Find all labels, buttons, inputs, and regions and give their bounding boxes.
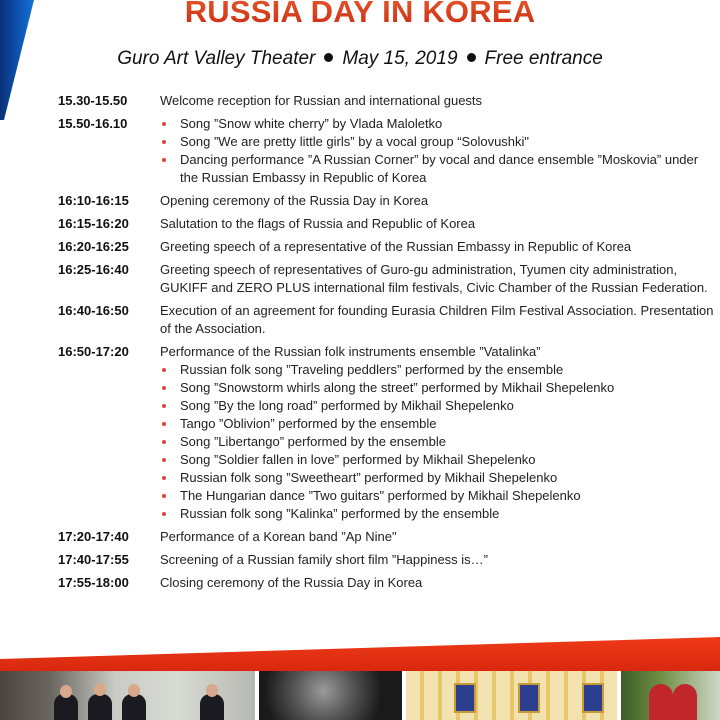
performance-text: Song ”Libertango” performed by the ensemble <box>180 434 446 449</box>
performance-text: Tango ”Oblivion” performed by the ensemble <box>180 416 437 431</box>
schedule-description <box>160 192 718 210</box>
admission: Free entrance <box>484 48 603 69</box>
schedule-time: 16:15-16:20 <box>58 216 129 231</box>
bullet-icon <box>162 158 166 162</box>
separator-dot-icon <box>467 53 476 62</box>
photo-strip <box>0 671 720 720</box>
bullet-icon <box>162 422 166 426</box>
schedule-item-text: Screening of a Russian family short film ”Happiness is…” <box>160 552 489 567</box>
performance-list-item <box>160 451 718 469</box>
schedule-item-text: Greeting speech of representatives of Guro-gu administration, Tyumen city administration, GUKIFF and ZERO PLUS international film festivals, Civic Chamber of the Russian Federation. <box>160 262 708 295</box>
schedule-row <box>58 302 718 338</box>
schedule-time: 15.50-16.10 <box>58 116 128 131</box>
schedule-row <box>58 115 718 187</box>
schedule-item-text: Opening ceremony of the Russia Day in Korea <box>160 193 429 208</box>
performance-text: Dancing performance ”A Russian Corner” by vocal and dance ensemble ”Moskovia” under the Russian Embassy in Republic of Korea <box>180 152 699 185</box>
schedule-time: 15.30-15.50 <box>58 93 128 108</box>
bullet-icon <box>162 512 166 516</box>
bullet-icon <box>162 440 166 444</box>
performance-text: Song ”We are pretty little girls” by a vocal group “Solovushki" <box>180 134 530 149</box>
performance-text: Russian folk song ”Traveling peddlers” performed by the ensemble <box>180 362 564 377</box>
schedule-row <box>58 215 718 233</box>
schedule-time: 16:50-17:20 <box>58 344 129 359</box>
schedule-description <box>160 215 718 233</box>
performance-list-item <box>160 115 718 133</box>
schedule-time: 17:20-17:40 <box>58 529 129 544</box>
venue: Guro Art Valley Theater <box>117 48 316 69</box>
schedule-row <box>58 238 718 256</box>
red-decorative-band <box>0 637 720 671</box>
performance-list-item <box>160 361 718 379</box>
separator-dot-icon <box>324 53 333 62</box>
performance-list-item <box>160 415 718 433</box>
performance-text: Song ”Snowstorm whirls along the street” performed by Mikhail Shepelenko <box>180 380 615 395</box>
bullet-icon <box>162 140 166 144</box>
performance-text: Song ”Snow white cherry” by Vlada Maloletko <box>180 116 443 131</box>
performance-text: Song ”By the long road” performed by Mikhail Shepelenko <box>180 398 514 413</box>
bullet-icon <box>162 476 166 480</box>
performance-list-item <box>160 487 718 505</box>
schedule-time: 17:55-18:00 <box>58 575 129 590</box>
performance-list-item <box>160 505 718 523</box>
schedule-item-text: Execution of an agreement for founding Eurasia Children Film Festival Association. Presentation of the Association. <box>160 303 714 336</box>
schedule-description <box>160 528 718 546</box>
schedule-row <box>58 261 718 297</box>
performance-list-item <box>160 133 718 151</box>
performance-list-item <box>160 469 718 487</box>
photo-vocal-group <box>0 671 255 720</box>
schedule-description <box>160 92 718 110</box>
bullet-icon <box>162 386 166 390</box>
schedule-time: 16:40-16:50 <box>58 303 129 318</box>
schedule-description <box>160 115 718 187</box>
schedule-item-text: Performance of the Russian folk instruments ensemble ”Vatalinka” <box>160 344 541 359</box>
schedule-row <box>58 343 718 523</box>
performance-list-item <box>160 433 718 451</box>
photo-bw-portrait <box>259 671 402 720</box>
schedule-item-text: Salutation to the flags of Russia and Republic of Korea <box>160 216 476 231</box>
schedule-row <box>58 551 718 569</box>
performance-text: Song ”Soldier fallen in love” performed by Mikhail Shepelenko <box>180 452 536 467</box>
schedule-item-text: Greeting speech of a representative of the Russian Embassy in Republic of Korea <box>160 239 632 254</box>
photo-folk-costume-girls <box>621 671 720 720</box>
event-info-line <box>0 48 720 70</box>
schedule-item-text: Performance of a Korean band ”Ap Nine" <box>160 529 397 544</box>
schedule-row <box>58 574 718 592</box>
schedule-time: 17:40-17:55 <box>58 552 129 567</box>
schedule-time: 16:20-16:25 <box>58 239 129 254</box>
schedule-row <box>58 528 718 546</box>
poster-title: RUSSIA DAY IN KOREA <box>0 0 720 30</box>
performance-list <box>160 115 718 187</box>
schedule-row <box>58 192 718 210</box>
schedule-description <box>160 574 718 592</box>
schedule-row <box>58 92 718 110</box>
event-date: May 15, 2019 <box>342 48 458 69</box>
performance-text: Russian folk song ”Sweetheart” performed by Mikhail Shepelenko <box>180 470 558 485</box>
performance-list-item <box>160 397 718 415</box>
schedule-item-text: Closing ceremony of the Russia Day in Korea <box>160 575 423 590</box>
schedule-description <box>160 238 718 256</box>
bullet-icon <box>162 122 166 126</box>
schedule-item-text: Welcome reception for Russian and international guests <box>160 93 483 108</box>
performance-list-item <box>160 151 718 187</box>
bullet-icon <box>162 494 166 498</box>
photo-stage-dancers <box>406 671 617 720</box>
schedule-description <box>160 302 718 338</box>
bullet-icon <box>162 368 166 372</box>
performance-text: Russian folk song ”Kalinka” performed by the ensemble <box>180 506 500 521</box>
bullet-icon <box>162 458 166 462</box>
schedule-description <box>160 343 718 523</box>
schedule-time: 16:10-16:15 <box>58 193 129 208</box>
bullet-icon <box>162 404 166 408</box>
performance-text: The Hungarian dance ”Two guitars" performed by Mikhail Shepelenko <box>180 488 581 503</box>
schedule-description <box>160 261 718 297</box>
schedule-description <box>160 551 718 569</box>
program-schedule <box>58 92 718 597</box>
performance-list <box>160 361 718 523</box>
schedule-time: 16:25-16:40 <box>58 262 129 277</box>
performance-list-item <box>160 379 718 397</box>
